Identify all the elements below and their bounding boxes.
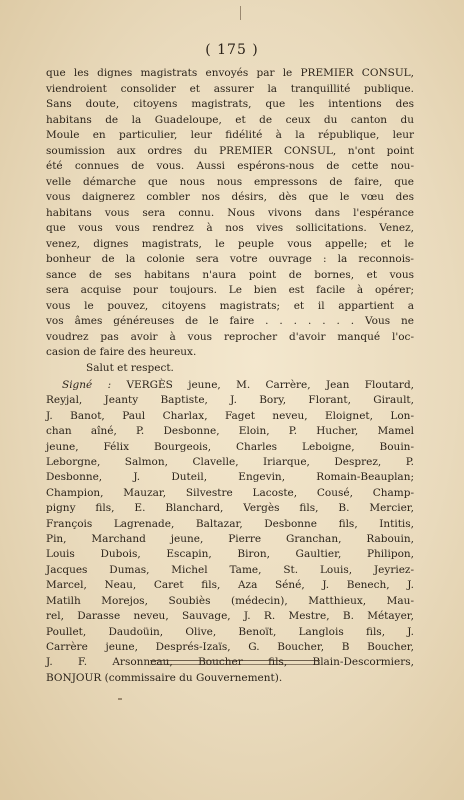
signature-line: François Lagrenade, Baltazar, Desbonne fils, Intitis,	[46, 517, 414, 530]
signature-line: pigny fils, E. Blanchard, Vergès fils, B. Mercier,	[46, 502, 414, 515]
signature-line: Matilh Morejos, Soubiès (médecin), Matthieux, Mau-	[46, 594, 414, 607]
signature-line: rel, Darasse neveu, Sauvage, J. R. Mestre, B. Métayer,	[46, 610, 414, 623]
signature-line: Pin, Marchand jeune, Pierre Granchan, Rabouin,	[46, 533, 414, 546]
signature-line: Champion, Mauzar, Silvestre Lacoste, Cousé, Champ-	[46, 486, 414, 499]
signature-line: Leborgne, Salmon, Clavelle, Iriarque, Desprez, P.	[46, 456, 414, 469]
body-line: sance de ses habitans n'aura point de bornes, et vous	[46, 268, 414, 281]
body-line: habitans de la Guadeloupe, et de ceux du canton du	[46, 113, 414, 126]
body-line: bonheur de la colonie sera votre ouvrage : la reconnois-	[46, 253, 414, 265]
body-line: Sans doute, citoyens magistrats, que les intentions des	[46, 98, 414, 110]
signature-text: VERGÈS jeune, M. Carrère, Jean Floutard,	[126, 379, 415, 391]
body-line: habitans vous sera connu. Nous vivons dans l'espérance	[46, 206, 414, 219]
signature-line: Carrère jeune, Després-Izaïs, G. Boucher, B Boucher,	[46, 640, 414, 653]
signature-line: Marcel, Neau, Caret fils, Aza Séné, J. Benech, J.	[46, 579, 414, 592]
body-line: casion de faire des heureux.	[46, 346, 197, 358]
closing-salutation: Salut et respect.	[86, 361, 174, 374]
section-rule	[150, 660, 320, 665]
signature-block	[46, 378, 414, 686]
signature-line: Jacques Dumas, Michel Tame, St. Louis, Jeyriez-	[46, 563, 414, 576]
body-line: que les dignes magistrats envoyés par le PREMIER CONSUL,	[46, 67, 414, 79]
signature-line: Reyjal, Jeanty Baptiste, J. Bory, Florant, Girault,	[46, 394, 414, 407]
body-line: velle démarche que nous nous empressons de faire, que	[46, 175, 414, 188]
body-line: Moule en particulier, leur fidélité à la république, leur	[46, 129, 414, 141]
body-line: soumission aux ordres du PREMIER CONSUL, n'ont point	[46, 144, 414, 157]
signature-line: BONJOUR (commissaire du Gouvernement).	[46, 671, 283, 684]
body-line: sera acquise pour toujours. Le bien est facile à opérer;	[46, 284, 414, 296]
signature-line: J. F. Arsonneau, Boucher fils, Blain-Descormiers,	[46, 656, 414, 669]
body-line: viendroient consolider et assurer la tranquillité publique.	[46, 82, 414, 95]
ink-mark	[240, 6, 241, 20]
body-line: vos âmes généreuses de le faire . . . . . . . Vous ne	[46, 315, 414, 327]
body-line: que vous vous rendrez à nos vives sollicitations. Venez,	[46, 222, 414, 234]
signature-line: J. Banot, Paul Charlax, Faget neveu, Eloignet, Lon-	[46, 409, 414, 422]
body-line: venez, dignes magistrats, le peuple vous appelle; et le	[46, 237, 414, 250]
letter-body	[46, 66, 414, 376]
body-line: voudrez pas avoir à vous reprocher d'avoir manqué l'oc-	[46, 330, 414, 343]
signed-label: Signé :	[62, 379, 112, 391]
signature-line	[46, 378, 414, 393]
body-line: été connues de vous. Aussi espérons-nous de cette nou-	[46, 160, 414, 172]
signature-line: chan aîné, P. Desbonne, Eloin, P. Hucher, Mamel	[46, 425, 414, 438]
page-number: ( 175 )	[205, 42, 259, 58]
signature-line: Louis Dubois, Escapin, Biron, Gaultier, Philipon,	[46, 548, 414, 561]
signature-line: jeune, Félix Bourgeois, Charles Leboigne, Bouin-	[46, 440, 414, 453]
body-line: vous daignerez combler nos désirs, dès que le vœu des	[46, 191, 414, 203]
signature-line: Desbonne, J. Duteil, Engevin, Romain-Beauplan;	[46, 471, 414, 484]
signature-line: Poullet, Daudoüin, Olive, Benoït, Langlois fils, J.	[46, 625, 414, 638]
ink-mark	[118, 698, 122, 700]
body-line: vous le pouvez, citoyens magistrats; et il appartient a	[46, 299, 414, 312]
